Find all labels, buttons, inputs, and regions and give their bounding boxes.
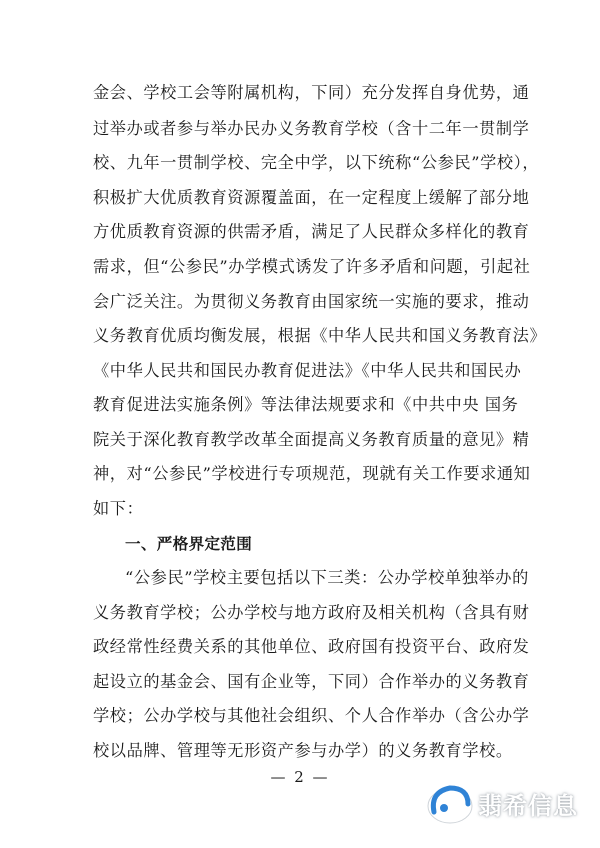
- body-line: “公参民”学校主要包括以下三类：公办学校单独举办的: [125, 568, 529, 587]
- body-line: 金会、学校工会等附属机构，下同）充分发挥自身优势，通: [93, 83, 530, 102]
- watermark-text: 翡希信息: [478, 792, 578, 820]
- body-line: 需求，但“公参民”办学模式诱发了许多矛盾和问题，引起社: [93, 257, 531, 276]
- body-line: 神，对“公参民”学校进行专项规范，现就有关工作要求通知: [93, 464, 531, 483]
- body-line: 学校；公办学校与其他社会组织、个人合作举办（含公办学: [93, 706, 530, 725]
- cloud-logo-icon: [420, 778, 480, 828]
- body-line: 会广泛关注。为贯彻义务教育由国家统一实施的要求，推动: [93, 292, 530, 311]
- body-line: 政经常性经费关系的其他单位、政府国有投资平台、政府发: [93, 637, 530, 656]
- body-line: 过举办或者参与举办民办义务教育学校（含十二年一贯制学: [93, 119, 530, 138]
- body-line: 义务教育优质均衡发展，根据《中华人民共和国义务教育法》: [93, 326, 547, 345]
- body-line: 院关于深化教育教学改革全面提高义务教育质量的意见》精: [93, 430, 530, 449]
- body-line: 《中华人民共和国民办教育促进法》《中华人民共和国民办: [93, 361, 522, 380]
- body-line: 方优质教育资源的供需矛盾，满足了人民群众多样化的教育: [93, 222, 530, 241]
- body-line: 如下：: [93, 499, 144, 518]
- body-line: 校以品牌、管理等无形资产参与办学）的义务教育学校。: [93, 741, 513, 760]
- body-line: 校、九年一贯制学校、完全中学，以下统称“公参民”学校），: [93, 153, 540, 172]
- watermark: [420, 778, 590, 828]
- body-line: 教育促进法实施条例》等法律法规要求和《中共中央 国务: [93, 395, 519, 414]
- body-line: 义务教育学校；公办学校与地方政府及相关机构（含具有财: [93, 603, 530, 622]
- page-number: — 2 —: [270, 768, 330, 786]
- body-line: 起设立的基金会、国有企业等，下同）合作举办的义务教育: [93, 672, 530, 691]
- section-heading: 一、严格界定范围: [125, 535, 253, 553]
- body-line: 积极扩大优质教育资源覆盖面，在一定程度上缓解了部分地: [93, 188, 530, 207]
